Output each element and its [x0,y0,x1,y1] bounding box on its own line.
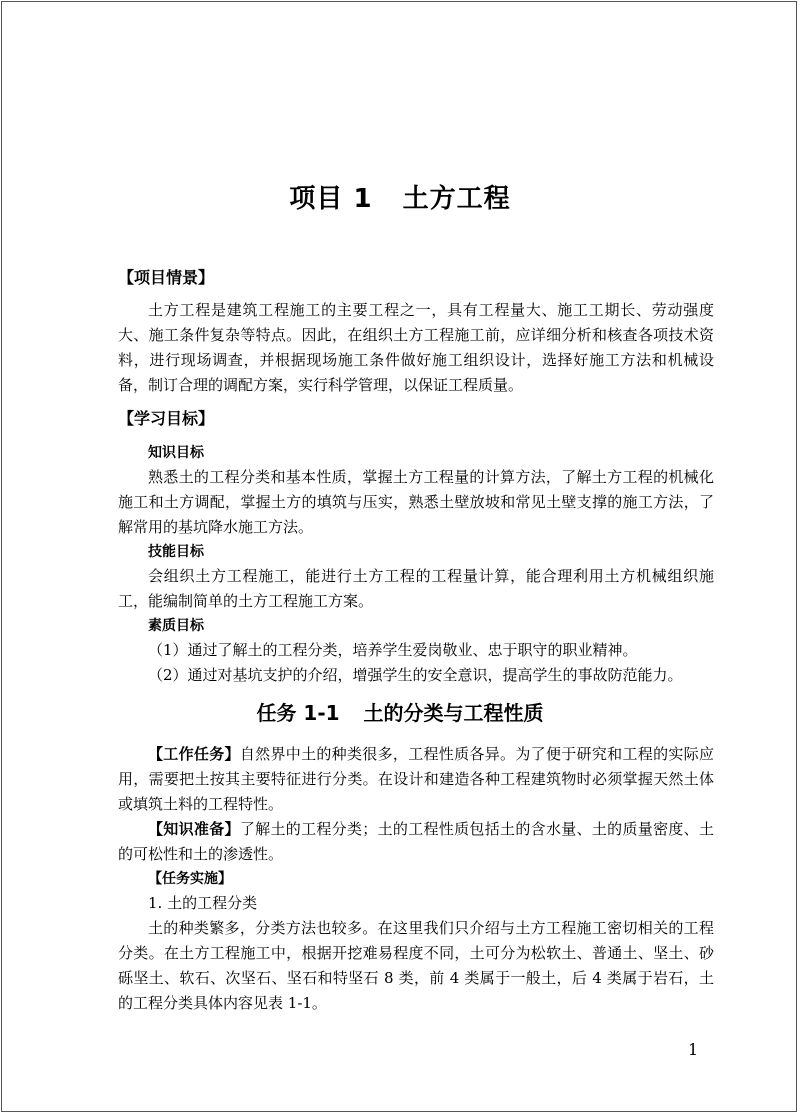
task-title [2,697,798,726]
task-number: 任务 1-1 [256,701,340,725]
chapter-title [2,178,798,215]
chapter-number: 项目 1 [289,184,373,214]
document-page [1,1,797,1112]
task-name: 土的分类与工程性质 [363,701,544,725]
work-task-text: 自然界中土的种类很多，工程性质各异。为了便于研究和工程的实际应用，需要把土按其主要特征进行分类。在设计和建造各种工程建筑物时必须掌握天然土体或填筑土料的工程特性。 [118,745,714,813]
implementation-text: 土的种类繁多，分类方法也较多。在这里我们只介绍与土方工程施工密切相关的工程分类。在土方工程施工中，根据开挖难易程度不同，土可分为松软土、普通土、坚土、砂砾坚土、软石、次坚石、坚石和特坚石 8 类，前 4 类属于一般土，后 4 类属于岩石，土的工程分类具体内容见表 1-1。 [118,919,714,1012]
page-number: 1 [688,1040,699,1059]
skill-goal-text: 会组织土方工程施工，能进行土方工程的工程量计算，能合理利用土方机械组织施工，能编制简单的土方工程施工方案。 [118,567,714,610]
chapter-name: 土方工程 [402,184,511,214]
task-body [118,742,714,1016]
quality-goal-item: （2）通过对基坑支护的介绍，增强学生的安全意识，提高学生的事故防范能力。 [148,666,683,684]
learning-goals-section [118,407,714,688]
project-situation-section [118,266,714,398]
work-task-label: 【工作任务】 [148,745,240,763]
knowledge-prep-label: 【知识准备】 [148,820,240,838]
project-situation-heading: 【项目情景】 [118,268,215,287]
knowledge-prep-text: 了解土的工程分类；土的工程性质包括土的含水量、土的质量密度、土的可松性和土的渗透性。 [118,820,714,863]
project-situation-text: 土方工程是建筑工程施工的主要工程之一，具有工程量大、施工工期长、劳动强度大、施工条件复杂等特点。因此，在组织土方工程施工前，应详细分析和核查各项技术资料，进行现场调查，并根据现场施工条件做好施工组织设计，选择好施工方法和机械设备，制订合理的调配方案，实行科学管理，以保证工程质量。 [118,301,714,394]
work-task-paragraph [118,742,714,817]
quality-goal-label: 素质目标 [148,618,204,634]
quality-goal-item: （1）通过了解土的工程分类，培养学生爱岗敬业、忠于职守的职业精神。 [148,641,638,659]
learning-goals-heading: 【学习目标】 [118,409,215,428]
knowledge-prep-paragraph [118,817,714,867]
implementation-label: 【任务实施】 [148,871,232,887]
implementation-item-title: 1. 土的工程分类 [148,894,258,912]
skill-goal-label: 技能目标 [148,544,204,560]
knowledge-goal-label: 知识目标 [148,445,204,461]
knowledge-goal-text: 熟悉土的工程分类和基本性质，掌握土方工程量的计算方法，了解土方工程的机械化施工和土方调配，掌握土方的填筑与压实，熟悉土壁放坡和常见土壁支撑的施工方法，了解常用的基坑降水施工方法。 [118,468,714,536]
